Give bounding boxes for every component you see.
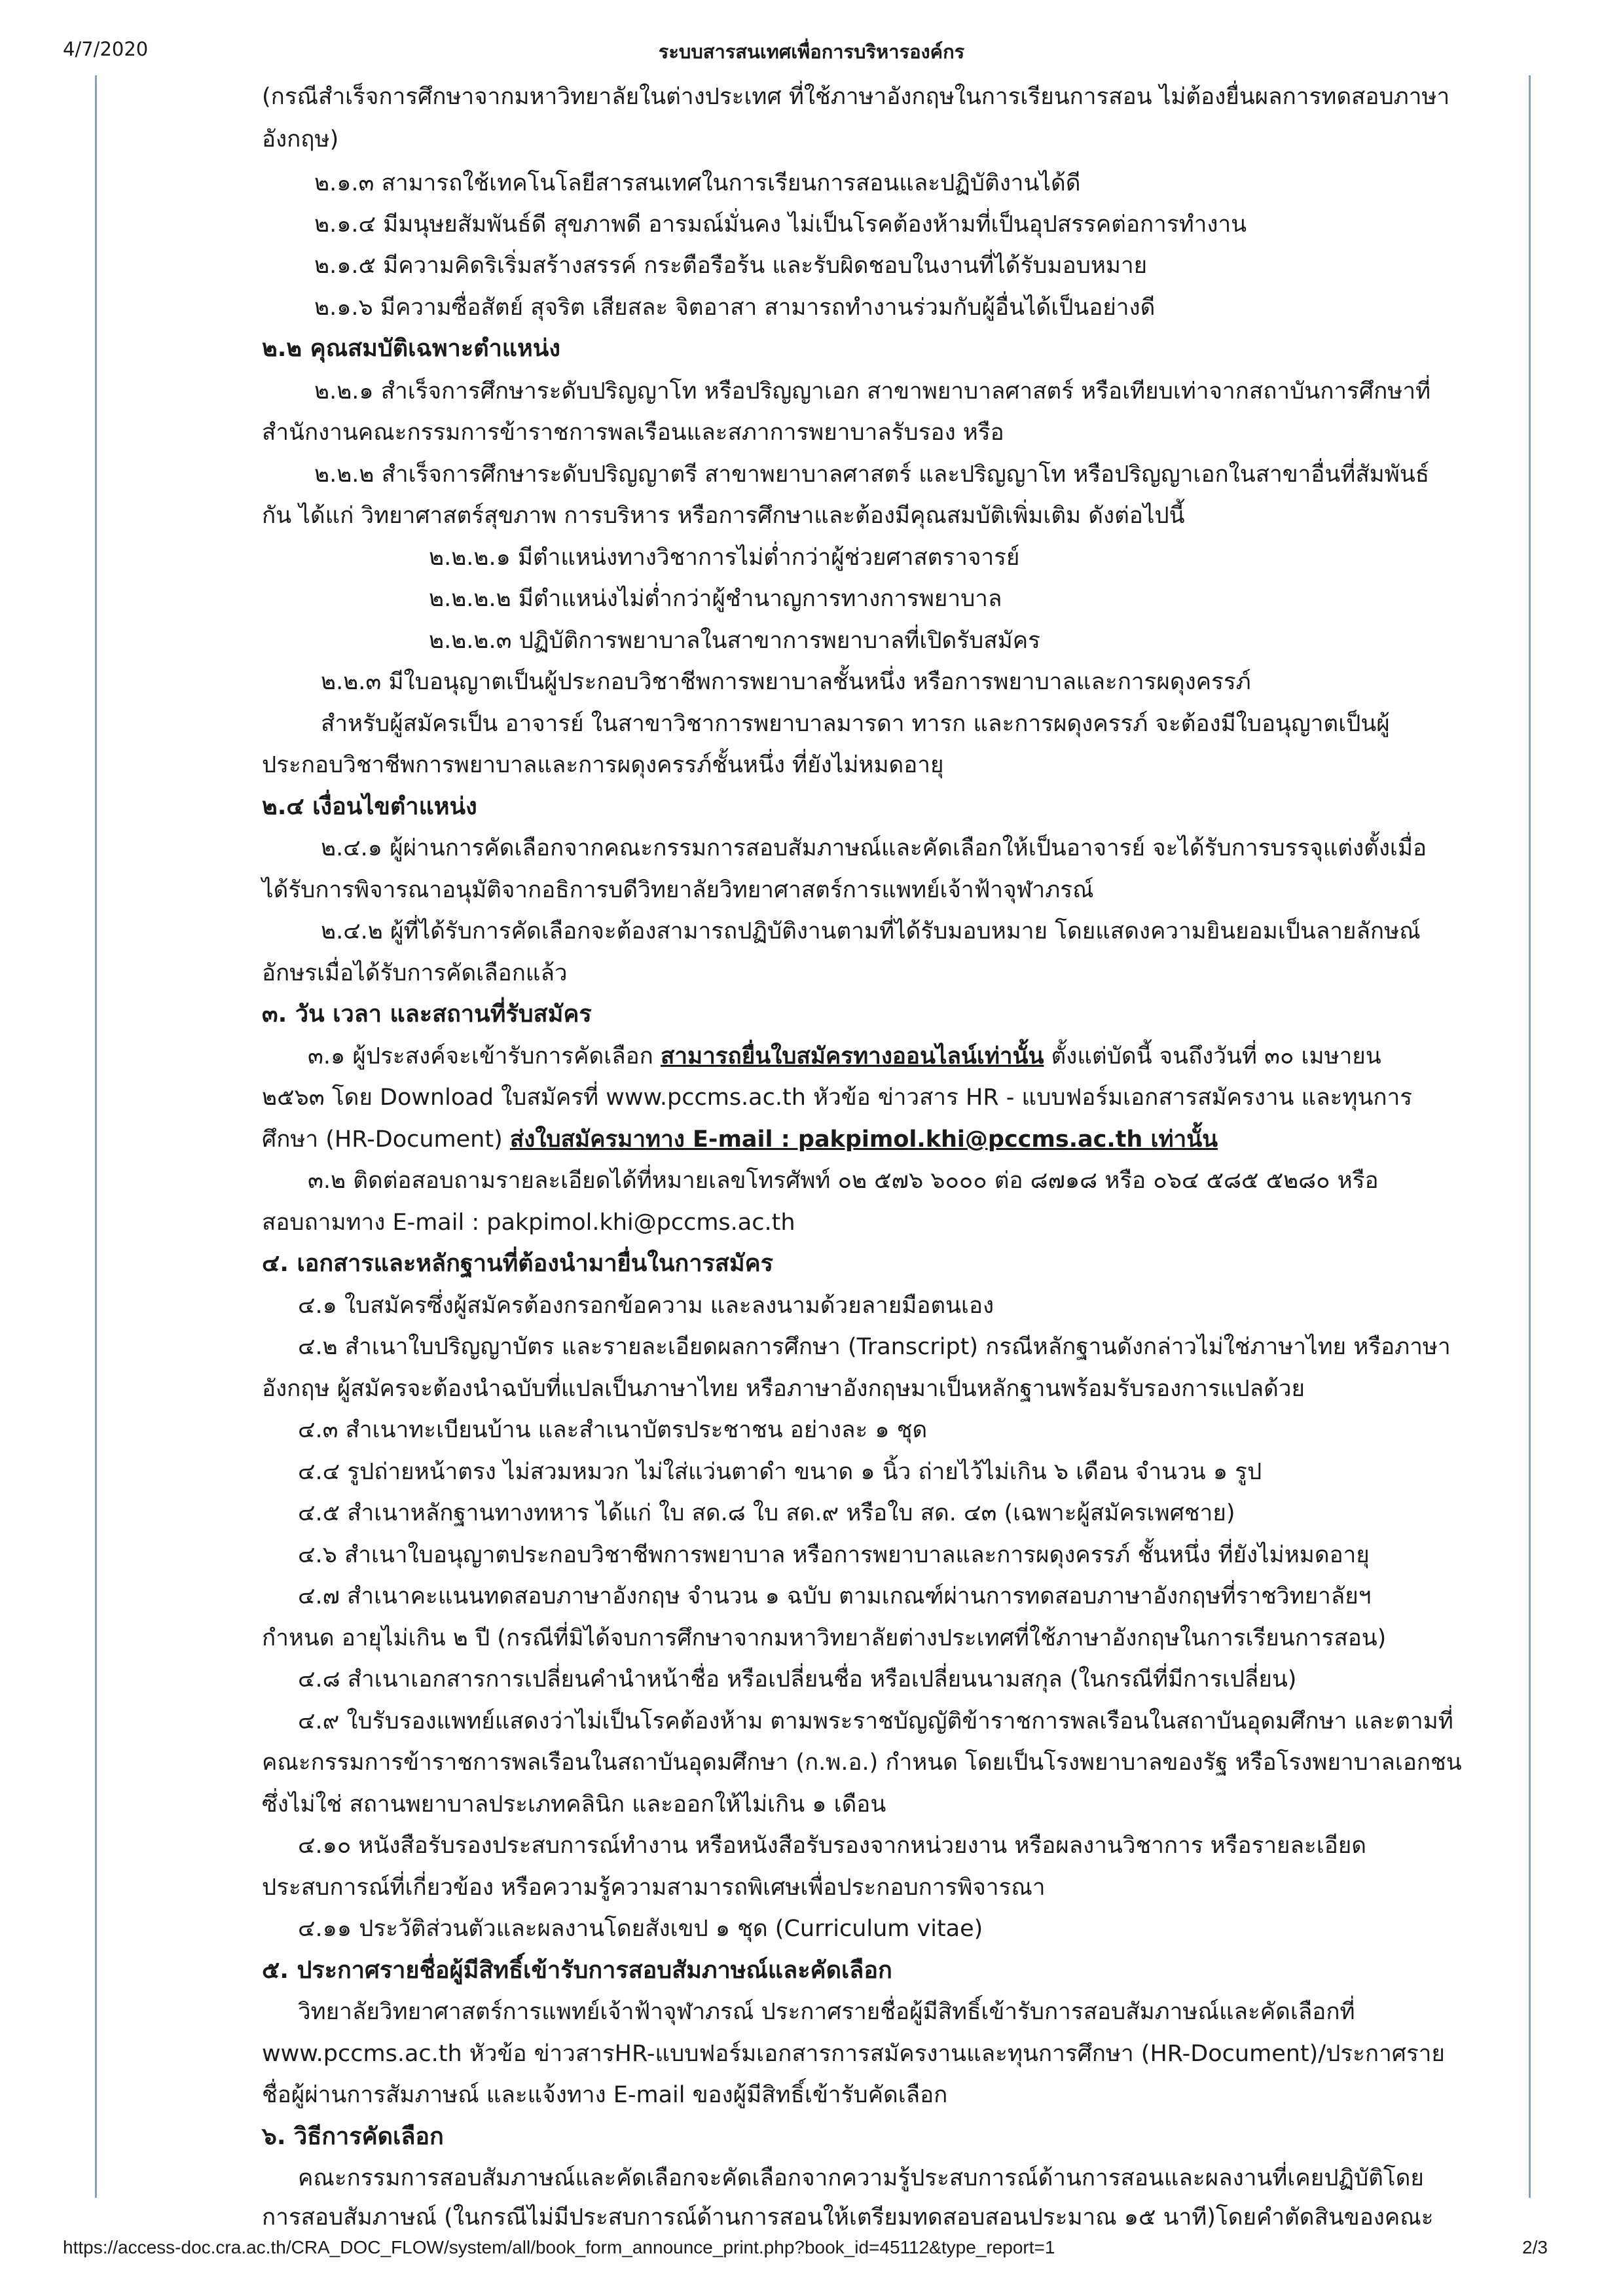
- text-line: ๔.๗ สำเนาคะแนนทดสอบภาษาอังกฤษ จำนวน ๑ ฉบับ ตามเกณฑ์ผ่านการทดสอบภาษาอังกฤษที่ราชวิทยาลัยฯ: [298, 1583, 1372, 1609]
- text-line: อังกฤษ): [262, 126, 339, 152]
- text-line: ๔.๕ สำเนาหลักฐานทางทหาร ได้แก่ ใบ สด.๘ ใบ สด.๙ หรือใบ สด. ๔๓ (เฉพาะผู้สมัครเพศชาย): [298, 1500, 1235, 1526]
- text-run: ๓.๑ ผู้ประสงค์จะเข้ารับการคัดเลือก: [308, 1043, 661, 1069]
- text-line: ๒.๑.๕ มีความคิดริเริ่มสร้างสรรค์ กระตือรือร้น และรับผิดชอบในงานที่ได้รับมอบหมาย: [314, 253, 1148, 279]
- text-run: ตั้งแต่บัดนี้ จนถึงวันที่ ๓๐ เมษายน: [1044, 1043, 1381, 1069]
- text-line: ๒.๑.๓ สามารถใช้เทคโนโลยีสารสนเทศในการเรียนการสอนและปฏิบัติงานได้ดี: [314, 170, 1081, 196]
- text-line: คณะกรรมการข้าราชการพลเรือนในสถาบันอุดมศึกษา (ก.พ.อ.) กำหนด โดยเป็นโรงพยาบาลของรัฐ หรือโรงพยาบาลเอกชน: [262, 1749, 1462, 1776]
- text-line: สำนักงานคณะกรรมการข้าราชการพลเรือนและสภาการพยาบาลรับรอง หรือ: [262, 420, 1004, 446]
- right-margin-rule: [1529, 75, 1531, 2198]
- text-line: กำหนด อายุไม่เกิน ๒ ปี (กรณีที่มิได้จบการศึกษาจากมหาวิทยาลัยต่างประเทศที่ใช้ภาษาอังกฤษในการเรียนการสอน): [262, 1625, 1387, 1651]
- text-line: ซึ่งไม่ใช่ สถานพยาบาลประเภทคลินิก และออกให้ไม่เกิน ๑ เดือน: [262, 1791, 886, 1818]
- text-line: ๒.๑.๖ มีความซื่อสัตย์ สุจริต เสียสละ จิตอาสา สามารถทำงานร่วมกับผู้อื่นได้เป็นอย่างดี: [314, 295, 1156, 321]
- text-line: สอบถามทาง E-mail : pakpimol.khi@pccms.ac.th: [262, 1210, 795, 1236]
- text-line: ๔.๙ ใบรับรองแพทย์แสดงว่าไม่เป็นโรคต้องห้าม ตามพระราชบัญญัติข้าราชการพลเรือนในสถาบันอุดมศึกษา และตามที่: [298, 1708, 1453, 1734]
- text-line: ๔.๑๑ ประวัติส่วนตัวและผลงานโดยสังเขป ๑ ชุด (Curriculum vitae): [298, 1916, 983, 1942]
- section-heading-2-2: ๒.๒ คุณสมบัติเฉพาะตำแหน่ง: [262, 335, 560, 362]
- section-heading-3: ๓. วัน เวลา และสถานที่รับสมัคร: [262, 1001, 592, 1028]
- text-line: ๓.๒ ติดต่อสอบถามรายละเอียดได้ที่หมายเลขโทรศัพท์ ๐๒ ๕๗๖ ๖๐๐๐ ต่อ ๘๗๑๘ หรือ ๐๖๔ ๕๘๕ ๕๒๘๐ หรือ: [308, 1168, 1379, 1194]
- text-line: ได้รับการพิจารณาอนุมัติจากอธิการบดีวิทยาลัยวิทยาศาสตร์การแพทย์เจ้าฟ้าจุฬาภรณ์: [262, 877, 1094, 903]
- section-heading-6: ๖. วิธีการคัดเลือก: [262, 2123, 444, 2150]
- text-line: ๔.๓ สำเนาทะเบียนบ้าน และสำเนาบัตรประชาชน อย่างละ ๑ ชุด: [298, 1417, 928, 1443]
- print-date: 4/7/2020: [63, 38, 149, 60]
- text-line: ๒.๒.๒.๒ มีตำแหน่งไม่ต่ำกว่าผู้ชำนาญการทางการพยาบาล: [429, 586, 1002, 612]
- page-number: 2/3: [1522, 2237, 1548, 2257]
- left-margin-rule: [95, 75, 97, 2198]
- text-line: ๒.๒.๓ มีใบอนุญาตเป็นผู้ประกอบวิชาชีพการพยาบาลชั้นหนึ่ง หรือการพยาบาลและการผดุงครรภ์: [321, 669, 1251, 695]
- section-heading-4: ๔. เอกสารและหลักฐานที่ต้องนำมายื่นในการสมัคร: [262, 1250, 774, 1277]
- text-line: อักษรเมื่อได้รับการคัดเลือกแล้ว: [262, 960, 568, 986]
- email-emphasis: ส่งใบสมัครมาทาง E-mail : pakpimol.khi@pccms.ac.th เท่านั้น: [509, 1126, 1218, 1153]
- text-line: ๔.๔ รูปถ่ายหน้าตรง ไม่สวมหมวก ไม่ใส่แว่นตาดำ ขนาด ๑ นิ้ว ถ่ายไว้ไม่เกิน ๖ เดือน จำนวน ๑ รูป: [298, 1459, 1262, 1485]
- text-line: www.pccms.ac.th หัวข้อ ข่าวสารHR-แบบฟอร์มเอกสารการสมัครงานและทุนการศึกษา (HR-Document)/ประกาศราย: [262, 2041, 1445, 2067]
- text-line: วิทยาลัยวิทยาศาสตร์การแพทย์เจ้าฟ้าจุฬาภรณ์ ประกาศรายชื่อผู้มีสิทธิ์เข้ารับการสอบสัมภาษณ์และคัดเลือกที่: [298, 1999, 1355, 2025]
- section-heading-2-4: ๒.๔ เงื่อนไขตำแหน่ง: [262, 793, 477, 820]
- text-line: ประสบการณ์ที่เกี่ยวข้อง หรือความรู้ความสามารถพิเศษเพื่อประกอบการพิจารณา: [262, 1874, 1046, 1901]
- text-line: ๔.๖ สำเนาใบอนุญาตประกอบวิชาชีพการพยาบาล หรือการพยาบาลและการผดุงครรภ์ ชั้นหนึ่ง ที่ยังไม่หมดอายุ: [298, 1542, 1370, 1568]
- online-only-emphasis: สามารถยื่นใบสมัครทางออนไลน์เท่านั้น: [660, 1043, 1044, 1069]
- text-line: ๒.๒.๒.๓ ปฏิบัติการพยาบาลในสาขาการพยาบาลที่เปิดรับสมัคร: [429, 628, 1040, 654]
- section-heading-5: ๕. ประกาศรายชื่อผู้มีสิทธิ์เข้ารับการสอบสัมภาษณ์และคัดเลือก: [262, 1957, 892, 1984]
- text-line: สำหรับผู้สมัครเป็น อาจารย์ ในสาขาวิชาการพยาบาลมารดา ทารก และการผดุงครรภ์ จะต้องมีใบอนุญาตเป็นผู้: [321, 711, 1390, 737]
- text-line: (กรณีสำเร็จการศึกษาจากมหาวิทยาลัยในต่างประเทศ ที่ใช้ภาษาอังกฤษในการเรียนการสอน ไม่ต้องยื่นผลการทดสอบภาษา: [262, 84, 1450, 110]
- text-line: ๒.๒.๒ สำเร็จการศึกษาระดับปริญญาตรี สาขาพยาบาลศาสตร์ และปริญญาโท หรือปริญญาเอกในสาขาอื่นที่สัมพันธ์: [314, 461, 1430, 488]
- text-run: ศึกษา (HR-Document): [262, 1126, 510, 1153]
- footer-url: https://access-doc.cra.ac.th/CRA_DOC_FLOW/system/all/book_form_announce_print.php?book_id=45112&type_report=1: [63, 2237, 1055, 2257]
- text-line: ๒.๔.๑ ผู้ผ่านการคัดเลือกจากคณะกรรมการสอบสัมภาษณ์และคัดเลือกให้เป็นอาจารย์ จะได้รับการบรรจุแต่งตั้งเมื่อ: [321, 835, 1427, 861]
- text-line: ๒.๒.๑ สำเร็จการศึกษาระดับปริญญาโท หรือปริญญาเอก สาขาพยาบาลศาสตร์ หรือเทียบเท่าจากสถาบันการศึกษาที่: [314, 378, 1431, 404]
- text-line: คณะกรรมการสอบสัมภาษณ์และคัดเลือกจะคัดเลือกจากความรู้ประสบการณ์ด้านการสอนและผลงานที่เคยปฏิบัติโดย: [298, 2165, 1424, 2191]
- text-line: ๔.๒ สำเนาใบปริญญาบัตร และรายละเอียดผลการศึกษา (Transcript) กรณีหลักฐานดังกล่าวไม่ใช่ภาษาไทย หรือภาษา: [298, 1334, 1451, 1360]
- text-line: ชื่อผู้ผ่านการสัมภาษณ์ และแจ้งทาง E-mail ของผู้มีสิทธิ์เข้ารับคัดเลือก: [262, 2082, 948, 2108]
- text-line: ๔.๑ ใบสมัครซึ่งผู้สมัครต้องกรอกข้อความ และลงนามด้วยลายมือตนเอง: [298, 1293, 994, 1319]
- text-line: ประกอบวิชาชีพการพยาบาลและการผดุงครรภ์ชั้นหนึ่ง ที่ยังไม่หมดอายุ: [262, 752, 944, 778]
- text-line: การสอบสัมภาษณ์ (ในกรณีไม่มีประสบการณ์ด้านการสอนให้เตรียมทดสอบสอนประมาณ ๑๕ นาที)โดยคำตัดสินของคณะ: [262, 2204, 1434, 2231]
- text-line: ๔.๑๐ หนังสือรับรองประสบการณ์ทำงาน หรือหนังสือรับรองจากหน่วยงาน หรือผลงานวิชาการ หรือรายละเอียด: [298, 1833, 1366, 1859]
- text-line: อังกฤษ ผู้สมัครจะต้องนำฉบับที่แปลเป็นภาษาไทย หรือภาษาอังกฤษมาเป็นหลักฐานพร้อมรับรองการแปลด้วย: [262, 1376, 1305, 1402]
- text-line-with-emphasis: [308, 1038, 1381, 1075]
- text-line: ๒.๔.๒ ผู้ที่ได้รับการคัดเลือกจะต้องสามารถปฏิบัติงานตามที่ได้รับมอบหมาย โดยแสดงความยินยอมเป็นลายลักษณ์: [321, 918, 1421, 944]
- text-line: ๒๕๖๓ โดย Download ใบสมัครที่ www.pccms.ac.th หัวข้อ ข่าวสาร HR - แบบฟอร์มเอกสารสมัครงาน และทุนการ: [262, 1085, 1413, 1111]
- text-line: กัน ได้แก่ วิทยาศาสตร์สุขภาพ การบริหาร หรือการศึกษาและต้องมีคุณสมบัติเพิ่มเติม ดังต่อไปนี้: [262, 503, 1185, 529]
- page-title: ระบบสารสนเทศเพื่อการบริหารองค์กร: [658, 41, 965, 63]
- text-line: ๔.๘ สำเนาเอกสารการเปลี่ยนคำนำหน้าชื่อ หรือเปลี่ยนชื่อ หรือเปลี่ยนนามสกุล (ในกรณีที่มีการเปลี่ยน): [298, 1666, 1297, 1693]
- text-line-with-emphasis: [262, 1121, 1218, 1158]
- text-line: ๒.๑.๔ มีมนุษยสัมพันธ์ดี สุขภาพดี อารมณ์มั่นคง ไม่เป็นโรคต้องห้ามที่เป็นอุปสรรคต่อการทำงาน: [314, 211, 1247, 238]
- text-line: ๒.๒.๒.๑ มีตำแหน่งทางวิชาการไม่ต่ำกว่าผู้ช่วยศาสตราจารย์: [429, 545, 1020, 571]
